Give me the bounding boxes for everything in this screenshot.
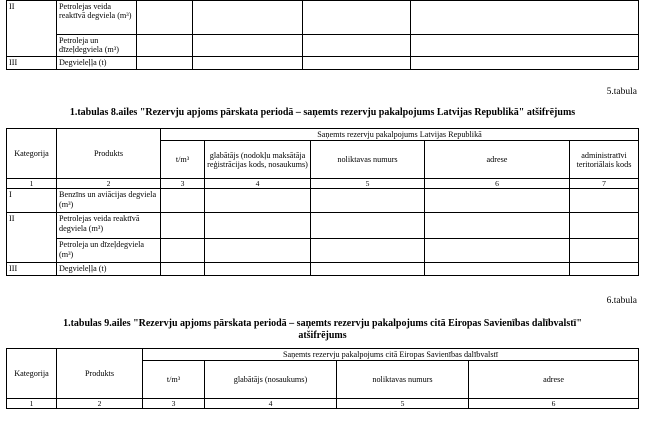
header-group: Saņemts rezervju pakalpojums Latvijas Republikā — [161, 129, 639, 141]
header-product: Produkts — [57, 129, 161, 179]
header-address: adrese — [469, 361, 639, 399]
table-row — [7, 263, 639, 275]
table-row — [7, 35, 639, 57]
header-warehouse: noliktavas numurs — [337, 361, 469, 399]
category-cell: II — [7, 213, 57, 263]
product-cell: Petrolejas veida reaktīvā degviela (m³) — [57, 213, 161, 239]
header-group: Saņemts rezervju pakalpojums citā Eiropas Savienības dalībvalstī — [143, 349, 639, 361]
top-table — [6, 0, 639, 70]
table-label: 5.tabula — [606, 87, 637, 97]
header-category: Kategorija — [7, 349, 57, 399]
table-row — [7, 239, 639, 263]
header-warehouse: noliktavas numurs — [311, 141, 425, 179]
header-category: Kategorija — [7, 129, 57, 179]
category-cell: II — [7, 1, 57, 57]
table-title: 1.tabulas 8.ailes "Rezervju apjoms pārskata periodā – saņemts rezervju pakalpojums Latvijas Republikā" atšifrējums — [69, 107, 576, 118]
category-cell: III — [7, 263, 57, 275]
header-keeper: glabātājs (nosaukums) — [205, 361, 337, 399]
table-label: 6.tabula — [606, 296, 637, 306]
header-tm3: t/m³ — [161, 141, 205, 179]
column-number-row: 1 2 3 4 5 6 — [7, 399, 639, 409]
product-cell: Petrolejas veida reaktīvā degviela (m³) — [57, 1, 137, 35]
header-admin-code: administratīvi teritoriālais kods — [570, 141, 639, 179]
product-cell: Benzīns un aviācijas degviela (m³) — [57, 189, 161, 213]
table-5 — [6, 128, 639, 276]
category-cell: III — [7, 57, 57, 70]
header-keeper: glabātājs (nodokļu maksātāja reģistrācijas kods, nosaukums) — [205, 141, 311, 179]
table-row — [7, 57, 639, 70]
product-cell: Petroleja un dīzeļdegviela (m³) — [57, 239, 161, 263]
table-title: 1.tabulas 9.ailes "Rezervju apjoms pārskata periodā – saņemts rezervju pakalpojums citā Eiropas Savienības dalībvalstī" atšifrējums — [63, 318, 582, 341]
table-6 — [6, 348, 639, 409]
table-row — [7, 213, 639, 239]
header-address: adrese — [425, 141, 570, 179]
category-cell: I — [7, 189, 57, 213]
header-product: Produkts — [57, 349, 143, 399]
column-number-row: 1 2 3 4 5 6 7 — [7, 179, 639, 189]
product-cell: Petroleja un dīzeļdegviela (m³) — [57, 35, 137, 57]
product-cell: Degvieleļļa (t) — [57, 263, 161, 275]
product-cell: Degvieleļļa (t) — [57, 57, 137, 70]
table-row — [7, 1, 639, 35]
header-tm3: t/m³ — [143, 361, 205, 399]
table-row — [7, 189, 639, 213]
